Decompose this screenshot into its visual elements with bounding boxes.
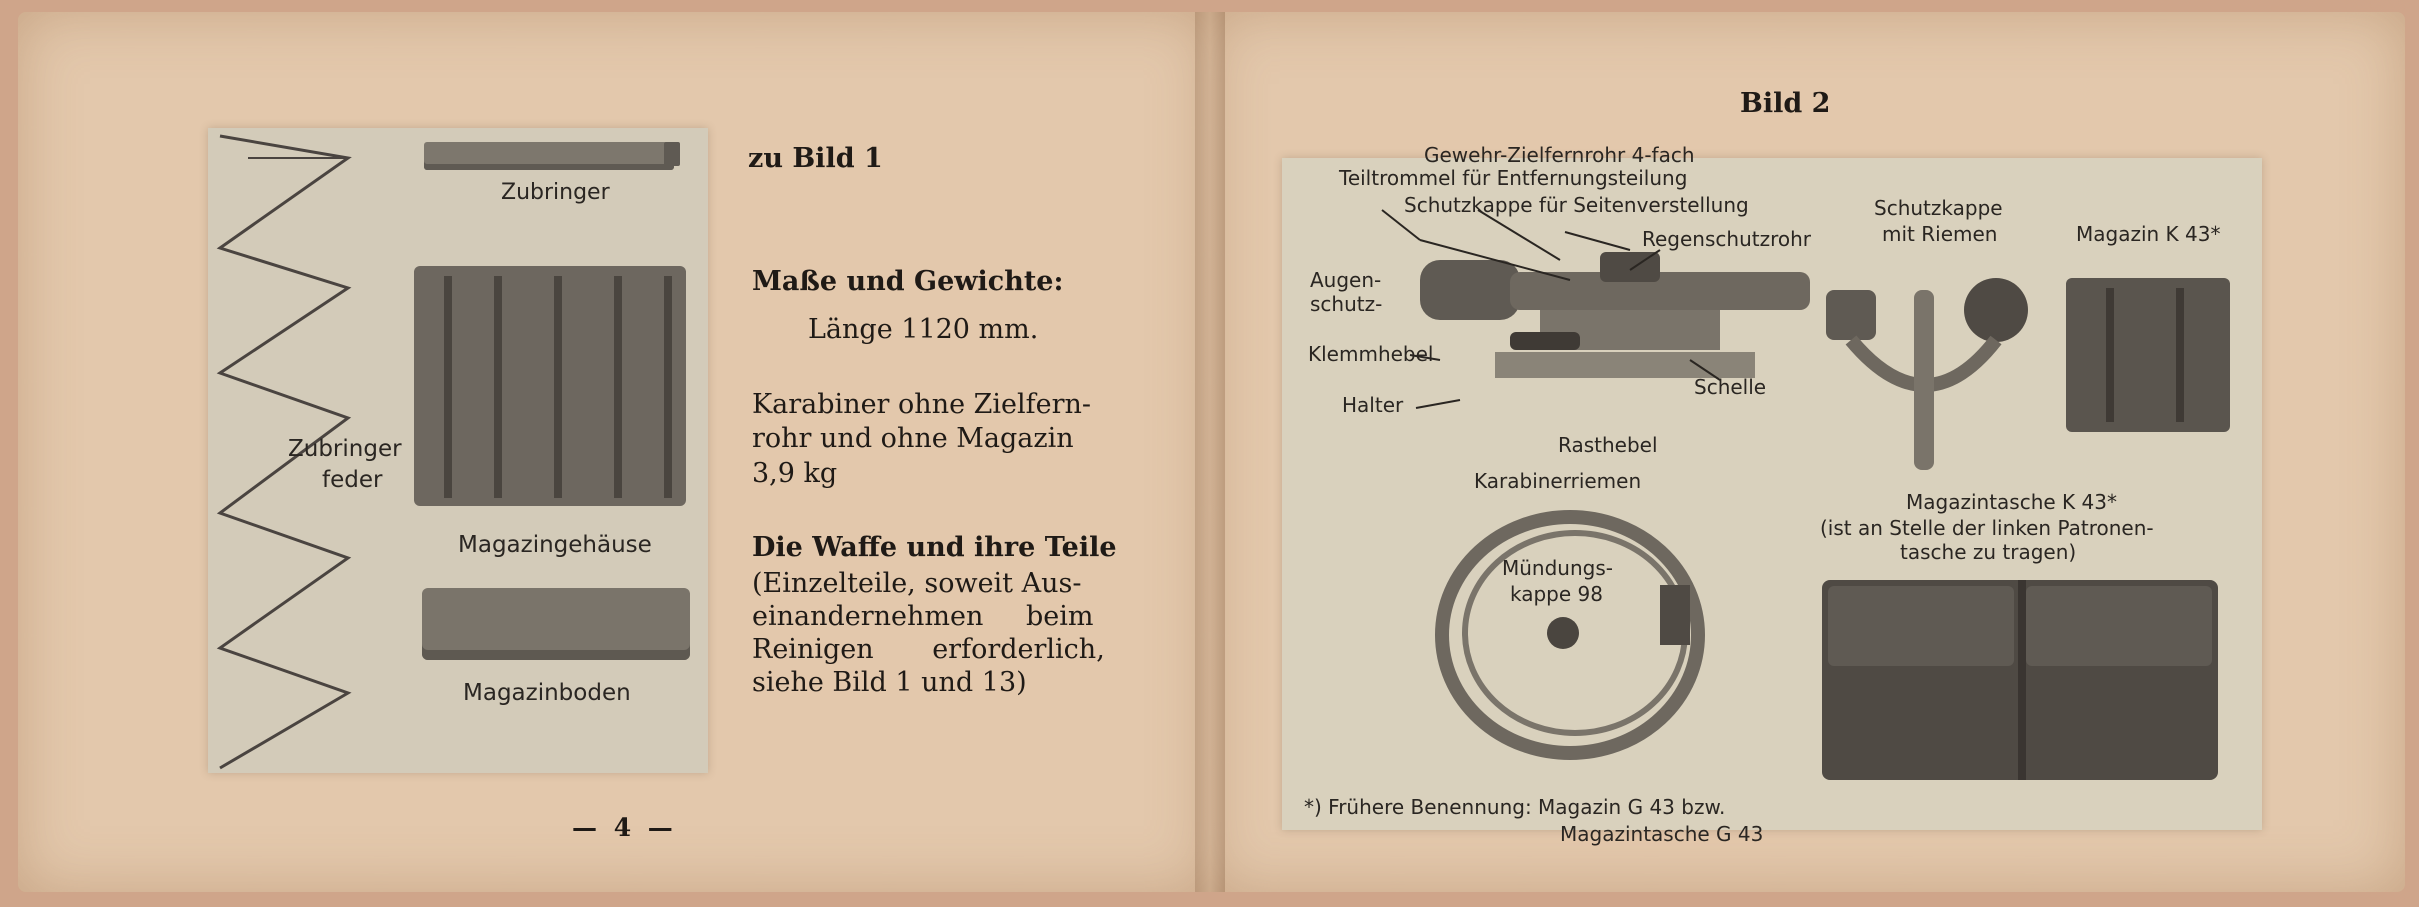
karabinerriemen-illustration (1430, 505, 1720, 765)
rasthebel-label: Rasthebel (1558, 433, 1658, 457)
zubringerfeder-label-line2: feder (322, 467, 383, 493)
magazintasche-label-3: tasche zu tragen) (1900, 540, 2077, 564)
klemmhebel-label: Klemmhebel (1308, 342, 1434, 366)
waffe-teile-line-4: siehe Bild 1 und 13) (752, 667, 1027, 698)
schutzkappe-seitenverstellung-label: Schutzkappe für Seitenverstellung (1404, 193, 1749, 217)
masse-gewichte-title: Maße und Gewichte: (752, 266, 1064, 297)
karabiner-line-3: 3,9 kg (752, 458, 838, 489)
karabiner-line-1: Karabiner ohne Zielfern- (752, 389, 1092, 420)
zubringer-part (424, 142, 674, 170)
augenschutz-label-1: Augen- (1310, 268, 1382, 292)
laenge-text: Länge 1120 mm. (808, 314, 1039, 345)
magazinboden-label: Magazinboden (463, 680, 631, 706)
waffe-teile-title: Die Waffe und ihre Teile (752, 532, 1117, 563)
muendungskappe-label-2: kappe 98 (1510, 582, 1603, 606)
zu-bild-1-heading: zu Bild 1 (748, 143, 883, 174)
teiltrommel-label: Teiltrommel für Entfernungsteilung (1339, 166, 1688, 190)
bild-2-title: Bild 2 (1740, 88, 1831, 119)
page-number: — 4 — (572, 813, 677, 842)
waffe-teile-line-3: Reinigen erforderlich, (752, 634, 1105, 665)
schutzkappe-illustration (1826, 270, 2036, 470)
zubringerfeder-label-line1: Zubringer (288, 436, 402, 462)
magazin-k43-label: Magazin K 43* (2076, 222, 2221, 246)
regenschutzrohr-label: Regenschutzrohr (1642, 227, 1812, 251)
karabinerriemen-label: Karabinerriemen (1474, 469, 1642, 493)
magazingehaeuse-label: Magazingehäuse (458, 532, 652, 558)
footnote-line-2: Magazintasche G 43 (1560, 822, 1764, 846)
zubringer-label: Zubringer (501, 180, 610, 205)
book-gutter (1195, 12, 1225, 892)
footnote-line-1: *) Frühere Benennung: Magazin G 43 bzw. (1304, 795, 1726, 819)
augenschutz-label-2: schutz- (1310, 292, 1383, 316)
schelle-label: Schelle (1694, 375, 1767, 399)
magazinboden-part (422, 588, 690, 660)
waffe-teile-line-2: einandernehmen beim (752, 601, 1094, 632)
muendungskappe-label-1: Mündungs- (1502, 556, 1613, 580)
waffe-teile-line-1: (Einzelteile, soweit Aus- (752, 568, 1082, 599)
zielfernrohr-label: Gewehr-Zielfernrohr 4-fach (1424, 143, 1695, 167)
schutzkappe-riemen-label-1: Schutzkappe (1874, 196, 2003, 220)
halter-label: Halter (1342, 393, 1404, 417)
karabiner-line-2: rohr und ohne Magazin (752, 423, 1074, 454)
magazin-k43-part (2066, 278, 2230, 432)
magazintasche-label-1: Magazintasche K 43* (1906, 490, 2117, 514)
magazintasche-part (1822, 580, 2218, 780)
zubringer-tip (664, 142, 680, 166)
schutzkappe-riemen-label-2: mit Riemen (1882, 222, 1998, 246)
magazingehaeuse-part (414, 266, 686, 506)
magazintasche-label-2: (ist an Stelle der linken Patronen- (1820, 516, 2154, 540)
